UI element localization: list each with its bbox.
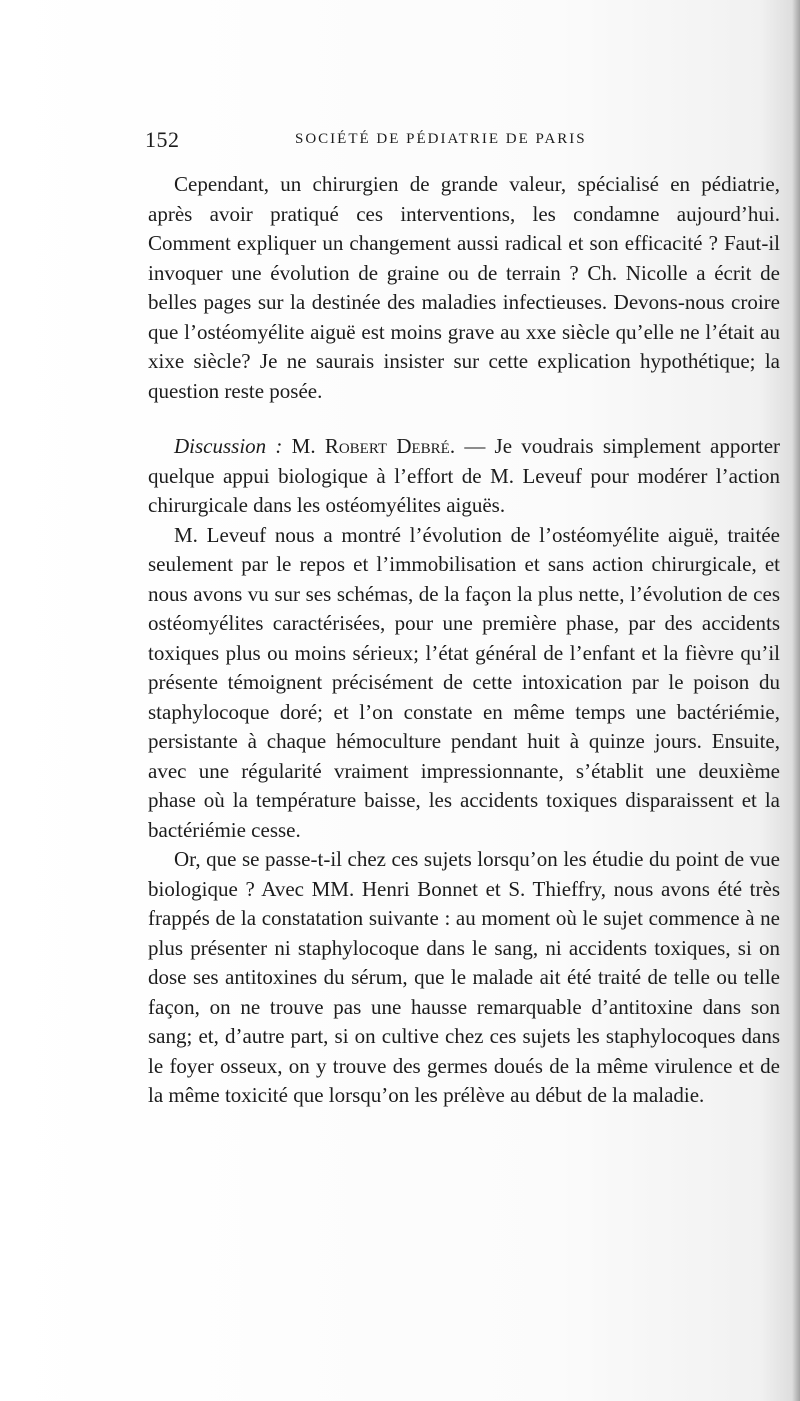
speaker-prefix: M. [291, 434, 316, 458]
page-edge-shadow [792, 0, 800, 1401]
paragraph-1: Cependant, un chirurgien de grande valeur, spécialisé en pédiatrie, après avoir pratiqué ces interventions, les condamne aujourd’hui. Comment expliquer un changement aussi radical et son efficacité ? Faut-il invoquer une évolution de graine ou de terrain ? Ch. Nicolle a écrit de belles pages sur la destinée des maladies infectieuses. Devons-nous croire que l’ostéomyélite aiguë est moins grave au xxe siècle qu’elle ne l’était au xixe siècle? Je ne saurais insister sur cette explication hypothétique; la question reste posée. [148, 172, 780, 403]
running-head: SOCIÉTÉ DE PÉDIATRIE DE PARIS [295, 131, 587, 147]
paragraph-discussion [148, 432, 780, 521]
paragraph-2-text: — Je voudrais simplement apporter quelque appui biologique à l’effort de M. Leveuf pour modérer l’action chirurgicale dans les ostéomyélites aiguës. [148, 434, 781, 517]
discussion-label: Discussion : [174, 434, 283, 458]
page-number: 152 [145, 127, 180, 152]
page-header [145, 127, 785, 157]
speaker-name: Robert Debré. [324, 434, 456, 458]
body-text [148, 170, 780, 1111]
paragraph-3: M. Leveuf nous a montré l’évolution de l’ostéomyélite aiguë, traitée seulement par le repos et l’immobilisation et sans action chirurgicale, et nous avons vu sur ses schémas, de la façon la plus nette, l’évolution de ces ostéomyélites caractérisées, pour une première phase, par des accidents toxiques plus ou moins sérieux; l’état général de l’enfant et la fièvre qu’il présente témoignent précisément de cette intoxication par le poison du staphylocoque doré; et l’on constate en même temps une bactériémie, persistante à chaque hémoculture pendant huit à quinze jours. Ensuite, avec une régularité vraiment impressionnante, s’établit une deuxième phase où la température baisse, les accidents toxiques disparaissent et la bactériémie cesse. [148, 522, 780, 842]
paragraph-4: Or, que se passe-t-il chez ces sujets lorsqu’on les étudie du point de vue biologique ? Avec MM. Henri Bonnet et S. Thieffry, nous avons été très frappés de la constatation suivante : au moment où le sujet commence à ne plus présenter ni staphylocoque dans le sang, ni accidents toxiques, si on dose ses antitoxines du sérum, que le malade ait été traité de telle ou telle façon, on ne trouve pas une hausse remarquable d’antitoxine dans son sang; et, d’autre part, si on cultive chez ces sujets les staphylocoques dans le foyer osseux, on y trouve des germes doués de la même virulence et de la même toxicité que lorsqu’on les prélève au début de la maladie. [148, 847, 780, 1107]
